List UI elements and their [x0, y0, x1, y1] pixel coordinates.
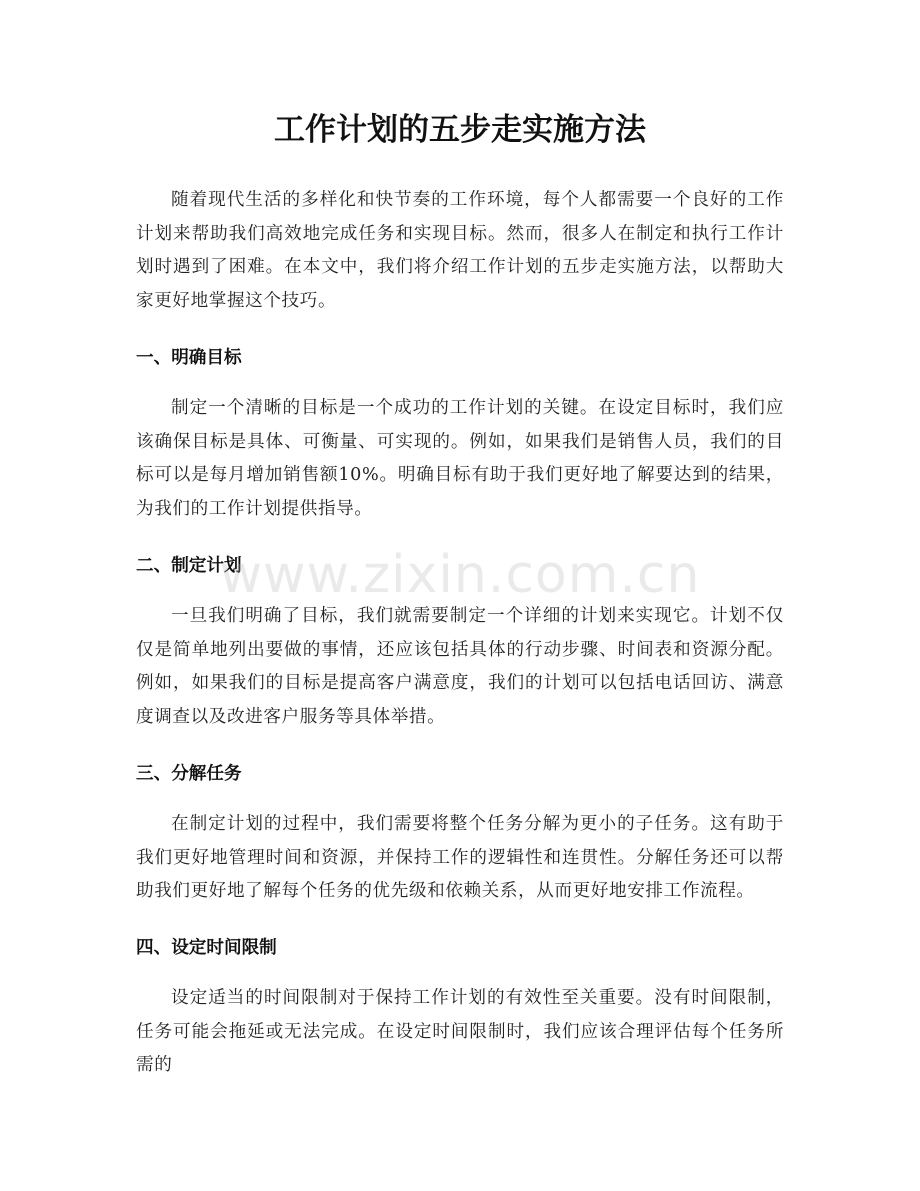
document-title: 工作计划的五步走实施方法 — [274, 112, 646, 148]
section-paragraph-1: 制定一个清晰的目标是一个成功的工作计划的关键。在设定目标时，我们应该确保目标是具体、可衡量、可实现的。例如，如果我们是销售人员，我们的目标可以是每月增加销售额10%。明确目标有助于我们更好地了解要达到的结果，为我们的工作计划提供指导。 — [136, 398, 784, 519]
watermark: www.zixin.com.cn — [219, 545, 701, 605]
section-heading-3: 三、分解任务 — [136, 764, 242, 784]
section-heading-1: 一、明确目标 — [136, 348, 242, 368]
section-paragraph-4: 设定适当的时间限制对于保持工作计划的有效性至关重要。没有时间限制，任务可能会拖延或无法完成。在设定时间限制时，我们应该合理评估每个任务所需的 — [136, 988, 784, 1075]
section-paragraph-2: 一旦我们明确了目标，我们就需要制定一个详细的计划来实现它。计划不仅仅是简单地列出要做的事情，还应该包括具体的行动步骤、时间表和资源分配。例如，如果我们的目标是提高客户满意度，我们的计划可以包括电话回访、满意度调查以及改进客户服务等具体举措。 — [136, 606, 784, 727]
section-paragraph-3: 在制定计划的过程中，我们需要将整个任务分解为更小的子任务。这有助于我们更好地管理时间和资源，并保持工作的逻辑性和连贯性。分解任务还可以帮助我们更好地了解每个任务的优先级和依赖关系，从而更好地安排工作流程。 — [136, 814, 784, 901]
section-heading-4: 四、设定时间限制 — [136, 938, 277, 958]
intro-paragraph: 随着现代生活的多样化和快节奏的工作环境，每个人都需要一个良好的工作计划来帮助我们高效地完成任务和实现目标。然而，很多人在制定和执行工作计划时遇到了困难。在本文中，我们将介绍工作计划的五步走实施方法，以帮助大家更好地掌握这个技巧。 — [136, 190, 784, 311]
section-heading-2: 二、制定计划 — [136, 556, 242, 576]
